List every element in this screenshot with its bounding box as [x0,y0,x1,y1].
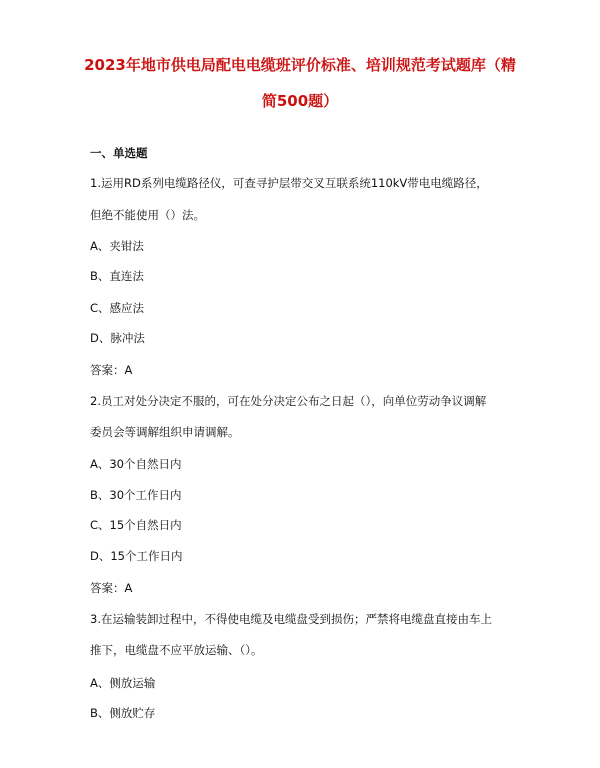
question-2-option-b: B、30个工作日内 [90,488,182,502]
question-1-option-a: A、夹钳法 [90,239,144,253]
question-1-option-b: B、直连法 [90,269,144,283]
question-3-stem-line-1: 3.在运输装卸过程中，不得使电缆及电缆盘受到损伤；严禁将电缆盘直接由车上 [90,612,492,626]
question-3-option-a: A、侧放运输 [90,676,156,690]
document-title-line-2: 简500题） [261,92,339,110]
question-1-stem-line-1: 1.运用RD系列电缆路径仪，可查寻护层带交叉互联系统110kV带电电缆路径， [90,176,488,190]
question-2-option-d: D、15个工作日内 [90,549,183,563]
question-2-stem-line-1: 2.员工对处分决定不服的，可在处分决定公布之日起（），向单位劳动争议调解 [90,394,487,408]
question-1-stem-line-2: 但绝不能使用（）法。 [90,208,205,222]
question-2-option-a: A、30个自然日内 [90,457,182,471]
question-1-answer: 答案：A [90,363,133,377]
question-3-stem-line-2: 推下，电缆盘不应平放运输、（）。 [90,643,263,657]
question-1-option-d: D、脉冲法 [90,331,145,345]
question-2-stem-line-2: 委员会等调解组织申请调解。 [90,425,240,439]
question-1-option-c: C、感应法 [90,301,145,315]
document-title-line-1: 2023年地市供电局配电电缆班评价标准、培训规范考试题库（精 [84,56,516,74]
section-heading: 一、单选题 [90,146,148,160]
question-2-option-c: C、15个自然日内 [90,518,182,532]
question-3-option-b: B、侧放贮存 [90,706,156,720]
question-2-answer: 答案：A [90,581,133,595]
